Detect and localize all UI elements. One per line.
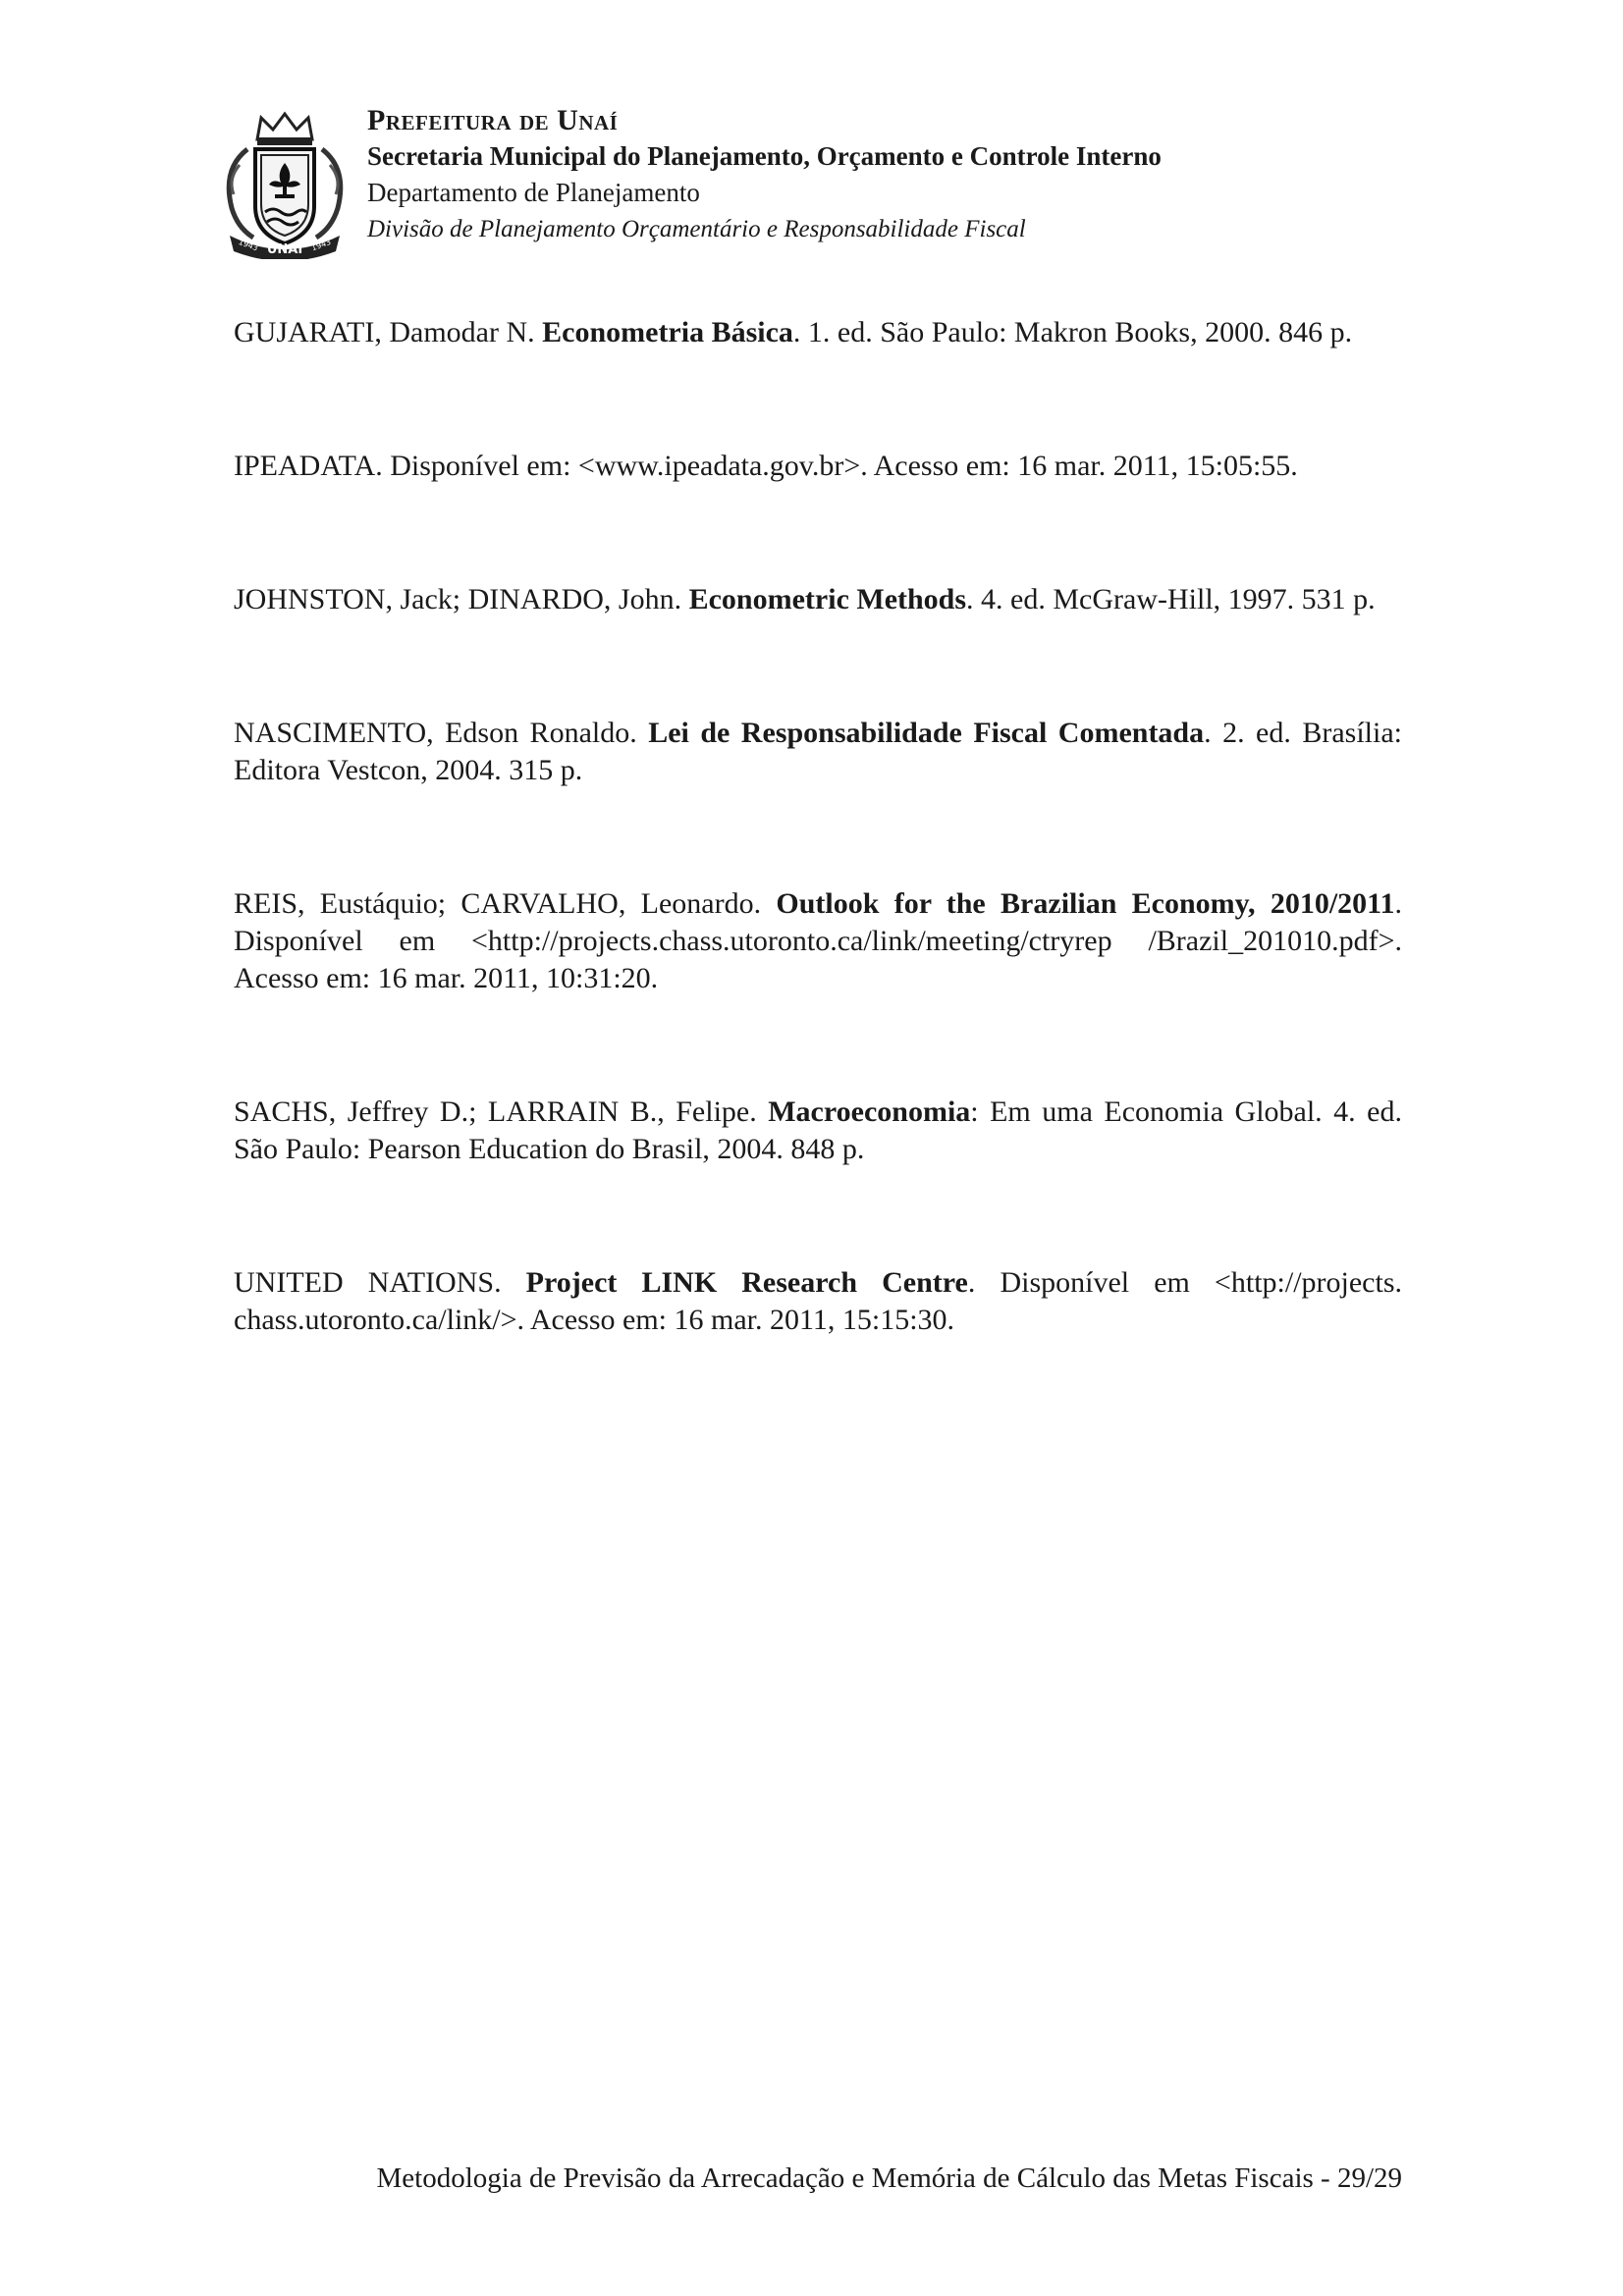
page-header [218,102,1396,259]
org-name: Prefeitura de Unaí [367,104,619,136]
reference-list [234,285,1402,1435]
reference-entry: SACHS, Jeffrey D.; LARRAIN B., Felipe. Macroeconomia: Em uma Economia Global. 4. ed. São Paulo: Pearson Education do Brasil, 2004. 848 p. [234,1095,1402,1165]
division-name: Divisão de Planejamento Orçamentário e Responsabilidade Fiscal [367,216,1026,242]
reference-entry: NASCIMENTO, Edson Ronaldo. Lei de Responsabilidade Fiscal Comentada. 2. ed. Brasília: Editora Vestcon, 2004. 315 p. [234,717,1402,786]
secretariat-name: Secretaria Municipal do Planejamento, Orçamento e Controle Interno [367,141,1162,171]
reference-entry: UNITED NATIONS. Project LINK Research Centre. Disponível em <http://projects. chass.utoronto.ca/link/>. Acesso em: 16 mar. 2011, 15:15:30. [234,1266,1402,1336]
reference-entry: JOHNSTON, Jack; DINARDO, John. Econometric Methods. 4. ed. McGraw-Hill, 1997. 531 p. [234,583,1376,615]
reference-entry: REIS, Eustáquio; CARVALHO, Leonardo. Outlook for the Brazilian Economy, 2010/2011. Disponível em <http://projects.chass.utoronto.ca/link/meeting/ctryrep /Brazil_201010.pdf>. Acesso em: 16 mar. 2011, 10:31:20. [234,887,1402,994]
header-text-block [367,102,1162,247]
page-footer: Metodologia de Previsão da Arrecadação e Memória de Cálculo das Metas Fiscais - 29/29 [376,2163,1402,2194]
department-name: Departamento de Planejamento [367,178,700,207]
municipal-seal-icon [218,110,352,259]
reference-entry: IPEADATA. Disponível em: <www.ipeadata.gov.br>. Acesso em: 16 mar. 2011, 15:05:55. [234,450,1298,482]
seal-year-left: 1943 [237,237,259,253]
reference-entry: GUJARATI, Damodar N. Econometria Básica. 1. ed. São Paulo: Makron Books, 2000. 846 p. [234,316,1353,348]
seal-year-right: 1943 [310,237,333,253]
seal-banner-text: UNAÍ [266,242,303,257]
